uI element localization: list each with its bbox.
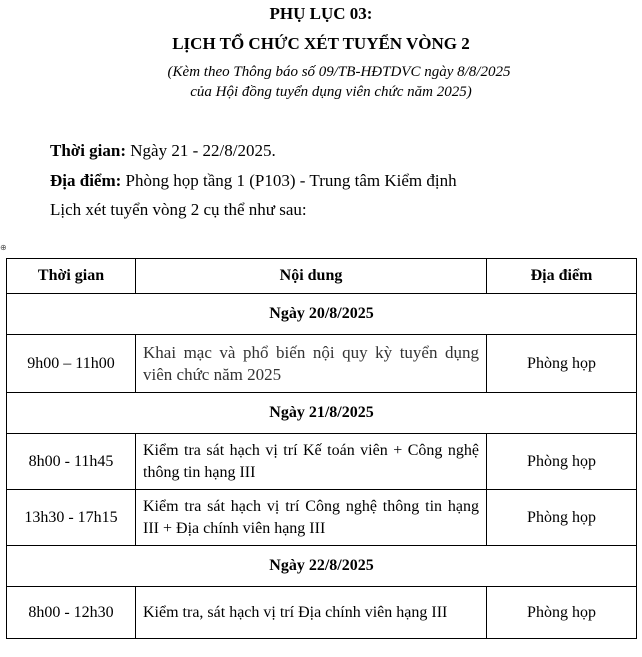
table-header-row [7,259,637,294]
time-info [50,141,276,161]
day-row [7,546,637,587]
time-value: Ngày 21 - 22/8/2025. [126,141,276,160]
document-title: LỊCH TỔ CHỨC XÉT TUYỂN VÒNG 2 [172,34,470,53]
header-time: Thời gian [7,259,136,294]
reference-note-line2: của Hội đồng tuyển dụng viên chức năm 2025) [190,84,472,100]
row-place: Phòng họp [487,434,637,490]
row-time: 13h30 - 17h15 [7,490,136,546]
row-content: Kiểm tra, sát hạch vị trí Địa chính viên hạng III [136,587,487,639]
row-time: 8h00 - 11h45 [7,434,136,490]
row-place: Phòng họp [487,587,637,639]
place-value: Phòng họp tầng 1 (P103) - Trung tâm Kiểm định [121,171,457,190]
day-row [7,294,637,335]
row-time: 9h00 – 11h00 [7,335,136,393]
reference-note-line1: (Kèm theo Thông báo số 09/TB-HĐTDVC ngày 8/8/2025 [167,64,511,80]
appendix-heading: PHỤ LỤC 03: [269,4,373,23]
header-place: Địa điểm [487,259,637,294]
day-label: Ngày 22/8/2025 [7,546,637,587]
day-label: Ngày 20/8/2025 [7,294,637,335]
table-row [7,490,637,546]
table-row [7,335,637,393]
day-row [7,393,637,434]
schedule-intro: Lịch xét tuyển vòng 2 cụ thể như sau: [50,200,307,219]
row-place: Phòng họp [487,335,637,393]
table-move-handle[interactable]: ⊕ [0,243,7,252]
row-time: 8h00 - 12h30 [7,587,136,639]
time-label: Thời gian: [50,141,127,160]
header-content: Nội dung [136,259,487,294]
table-row [7,587,637,639]
day-label: Ngày 21/8/2025 [7,393,637,434]
place-label: Địa điểm: [50,171,122,190]
table-row [7,434,637,490]
row-place: Phòng họp [487,490,637,546]
row-content: Kiểm tra sát hạch vị trí Công nghệ thông tin hạng III + Địa chính viên hạng III [136,490,487,546]
row-content: Khai mạc và phổ biến nội quy kỳ tuyển dụng viên chức năm 2025 [136,335,487,393]
schedule-table [6,258,637,639]
row-content: Kiểm tra sát hạch vị trí Kế toán viên + Công nghệ thông tin hạng III [136,434,487,490]
place-info [50,171,457,191]
